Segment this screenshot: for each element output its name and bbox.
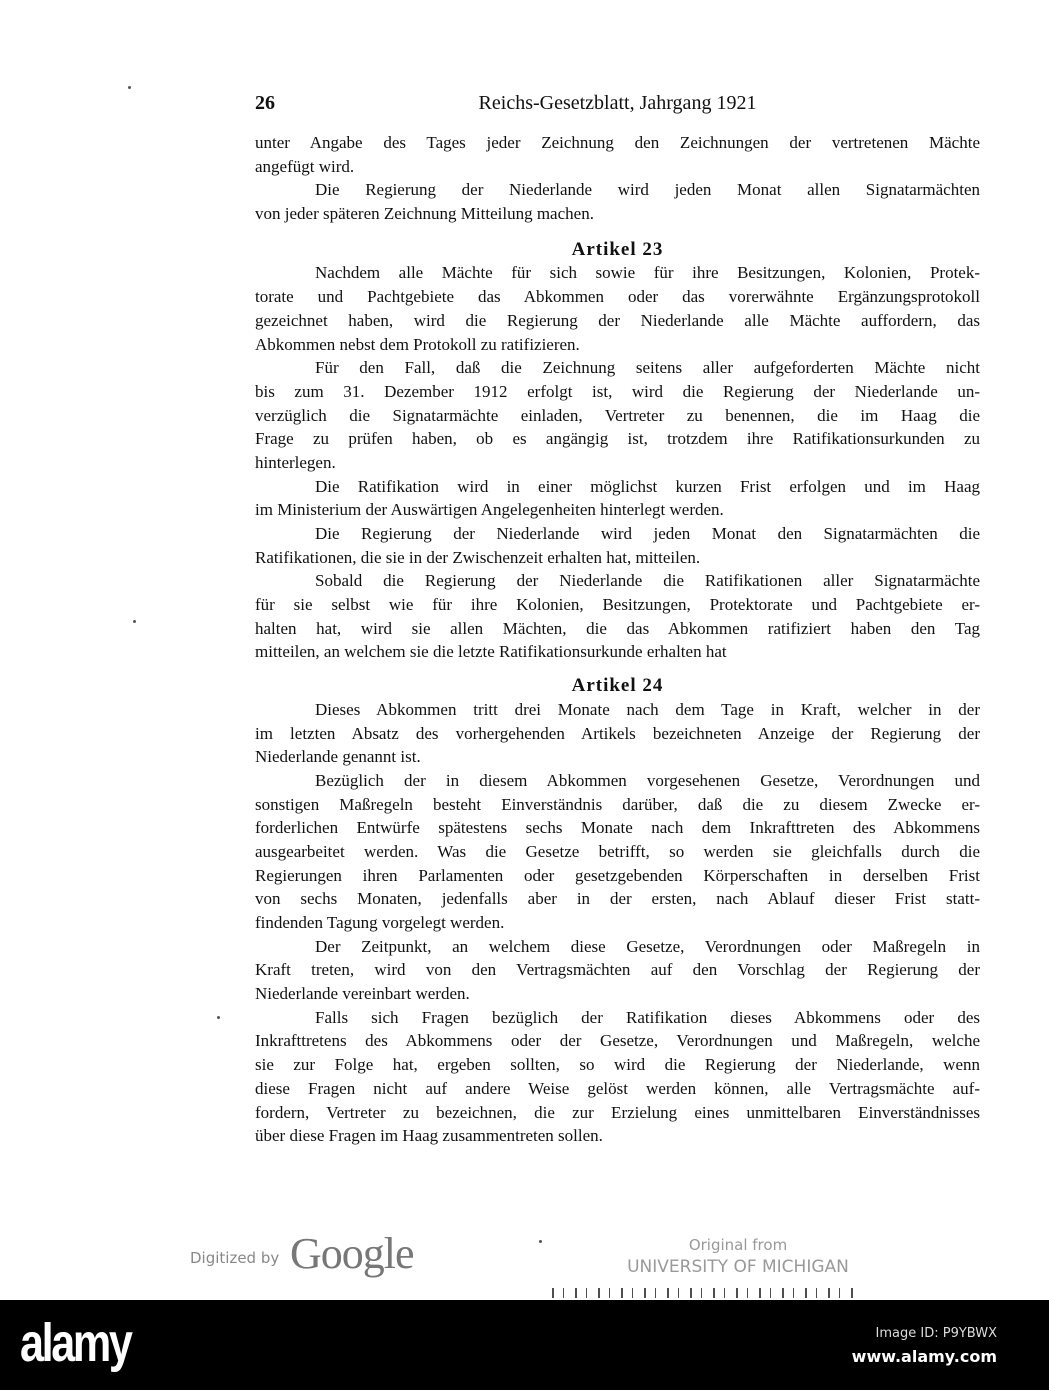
text-line: angefügt wird. — [255, 156, 355, 176]
text-line: Die Regierung der Niederlande wird jeden Monat allen Signatarmächten — [315, 180, 980, 200]
paragraph — [255, 769, 980, 935]
scan-speck — [133, 620, 136, 623]
text-line: Falls sich Fragen bezüglich der Ratifikation dieses Abkommens oder des — [315, 1007, 980, 1027]
paragraph — [255, 935, 980, 1006]
text-line: Dieses Abkommen tritt drei Monate nach dem Tage in Kraft, welcher in der — [315, 699, 980, 719]
text-line: Der Zeitpunkt, an welchem diese Gesetze, Verordnungen oder Maßregeln in — [315, 936, 980, 956]
scan-barcode — [552, 1288, 862, 1298]
text-line: hinterlegen. — [255, 452, 336, 472]
text-line: Nachdem alle Mächte für sich sowie für ihre Besitzungen, Kolonien, Protek- — [315, 263, 980, 283]
paragraph — [255, 356, 980, 474]
paragraph — [255, 178, 980, 225]
page-number: 26 — [255, 92, 275, 114]
text-line: Niederlande vereinbart werden. — [255, 984, 470, 1004]
paragraph — [255, 475, 980, 522]
text-line: mitteilen, an welchem sie die letzte Ratifikationsurkunde erhalten hat — [255, 642, 727, 662]
alamy-url: www.alamy.com — [851, 1347, 997, 1366]
text-line: ausgearbeitet werden. Was die Gesetze betrifft, so werden sie gleichfalls durch die — [255, 841, 980, 861]
text-line: Sobald die Regierung der Niederlande die Ratifikationen aller Signatarmächte — [315, 571, 980, 591]
original-from-label: Original from — [688, 1236, 788, 1254]
text-line: halten hat, wird sie allen Mächten, die das Abkommen ratifiziert haben den Tag — [255, 618, 980, 638]
paragraph — [255, 522, 980, 569]
text-line: sonstigen Maßregeln besteht Einverständnis darüber, daß die zu diesem Zwecke er- — [255, 794, 980, 814]
text-line: Für den Fall, daß die Zeichnung seitens aller aufgeforderten Mächte nicht — [315, 358, 980, 378]
scan-speck — [217, 1016, 220, 1019]
text-line: bis zum 31. Dezember 1912 erfolgt ist, wird die Regierung der Niederlande un- — [255, 381, 980, 401]
text-line: Die Regierung der Niederlande wird jeden Monat den Signatarmächten die — [315, 524, 980, 544]
text-line: diese Fragen nicht auf andere Weise gelöst werden können, alle Vertragsmächte auf- — [255, 1078, 980, 1098]
paragraph — [255, 131, 980, 178]
text-line: Abkommen nebst dem Protokoll zu ratifizieren. — [255, 334, 580, 354]
paragraph — [255, 698, 980, 769]
running-title: Reichs-Gesetzblatt, Jahrgang 1921 — [478, 92, 757, 114]
text-line: über diese Fragen im Haag zusammentreten sollen. — [255, 1126, 603, 1146]
text-line: Regierungen ihren Parlamenten oder gesetzgebenden Körperschaften in derselben Frist — [255, 865, 980, 885]
page-header — [255, 92, 980, 118]
text-line: unter Angabe des Tages jeder Zeichnung den Zeichnungen der vertretenen Mächte — [255, 133, 980, 152]
university-label: UNIVERSITY OF MICHIGAN — [627, 1257, 849, 1277]
text-line: von sechs Monaten, jedenfalls aber in der ersten, nach Ablauf dieser Frist statt- — [255, 889, 980, 909]
text-line: Ratifikationen, die sie in der Zwischenzeit erhalten hat, mitteilen. — [255, 547, 701, 567]
text-line: forderlichen Entwürfe spätestens sechs Monate nach dem Inkrafttreten des Abkommens — [255, 818, 980, 838]
article-heading: Artikel 23 — [571, 238, 664, 260]
google-logo: Google — [290, 1229, 414, 1278]
paragraph — [255, 1006, 980, 1148]
text-line: von jeder späteren Zeichnung Mitteilung machen. — [255, 204, 594, 224]
text-line: verzüglich die Signatarmächte einladen, Vertreter zu benennen, die im Haag die — [255, 405, 980, 425]
digitized-by-label: Digitized by — [190, 1249, 280, 1267]
text-line: Niederlande genannt ist. — [255, 747, 421, 767]
text-line: für sie selbst wie für ihre Kolonien, Besitzungen, Protektorate und Pachtgebiete er- — [255, 595, 980, 615]
text-line: Kraft treten, wird von den Vertragsmächten auf den Vorschlag der Regierung der — [255, 960, 980, 980]
text-line: findenden Tagung vorgelegt werden. — [255, 913, 505, 933]
image-id: Image ID: P9YBWX — [875, 1326, 997, 1341]
text-line: torate und Pachtgebiete das Abkommen oder das vorerwähnte Ergänzungsprotokoll — [255, 287, 980, 307]
scan-speck — [128, 86, 131, 89]
text-line: Frage zu prüfen haben, ob es angängig ist, trotzdem ihre Ratifikationsurkunden zu — [255, 429, 980, 449]
text-line: im Ministerium der Auswärtigen Angelegenheiten hinterlegt werden. — [255, 500, 724, 520]
document-body — [255, 131, 980, 1148]
text-line: Inkrafttretens des Abkommens oder der Gesetze, Verordnungen und Maßregeln, welche — [255, 1031, 980, 1051]
text-line: fordern, Vertreter zu bezeichnen, die zur Erzielung eines unmittelbaren Einverständnisses — [255, 1102, 980, 1122]
paragraph — [255, 261, 980, 356]
watermark-bar — [0, 1300, 1049, 1390]
text-line: Die Ratifikation wird in einer möglichst kurzen Frist erfolgen und im Haag — [315, 476, 980, 496]
scan-speck — [539, 1240, 542, 1243]
text-line: sie zur Folge hat, ergeben sollten, so wird die Regierung der Niederlande, wenn — [255, 1055, 980, 1075]
text-line: im letzten Absatz des vorhergehenden Artikels bezeichneten Anzeige der Regierung der — [255, 723, 980, 743]
alamy-logo: alamy — [20, 1313, 131, 1373]
paragraph — [255, 569, 980, 664]
article-heading: Artikel 24 — [571, 675, 664, 697]
text-line: Bezüglich der in diesem Abkommen vorgesehenen Gesetze, Verordnungen und — [315, 770, 980, 790]
text-line: gezeichnet haben, wird die Regierung der Niederlande alle Mächte auffordern, das — [255, 310, 980, 330]
